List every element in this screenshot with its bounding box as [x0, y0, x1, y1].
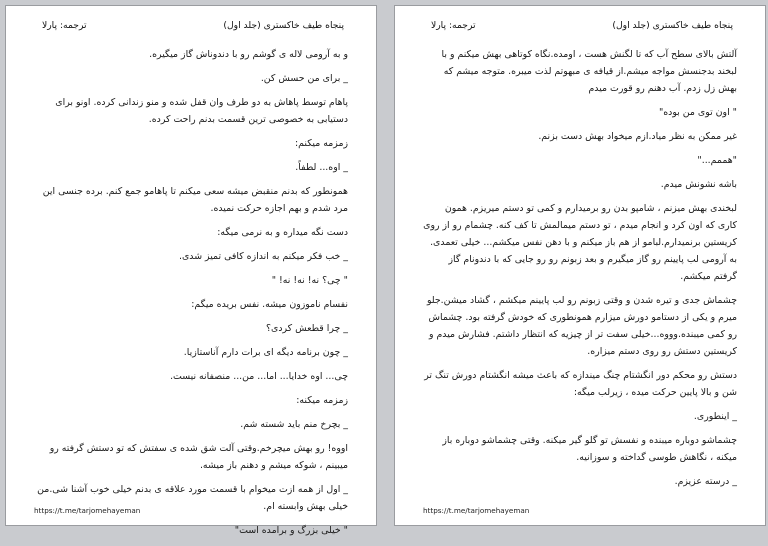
paragraph: _ اوه... لطفاً.: [295, 162, 348, 173]
paragraph: باشه نشونش میدم.: [660, 179, 737, 190]
page-header: [423, 20, 737, 34]
paragraph: _ درسته عزیزم.: [674, 476, 737, 487]
paragraph: " خیلی بزرگ و برامده است": [234, 525, 348, 536]
paragraph: زمزمه میکنه:: [296, 395, 348, 406]
paragraph: _ خب فکر میکنم به اندازه کافی تمیز شدی.: [178, 251, 348, 262]
paragraph: چشماش جدی و تیره شدن و وقتی زبونم رو لب پایینم میکشم ، گشاد میشن.جلو میرم و یکی از دستامو دورش میزارم همونطوری که خودش گرفته بود. چشماش رو کمی میبنده.وووه...خیلی سفت تر از چیزیه که انتظار داشتم. فشارش میدم و کریستین دستش رو روی دستم میزاره.: [426, 295, 737, 357]
paragraph: _ اول از همه ازت میخوام با قسمت مورد علاقه ی بدنم خیلی خوب آشنا شی.من خیلی بهش وابسته ام.: [37, 484, 348, 512]
paragraph: _ اینطوری.: [693, 411, 737, 422]
telegram-link[interactable]: https://t.me/tarjomehayeman: [34, 506, 141, 515]
telegram-link[interactable]: https://t.me/tarjomehayeman: [423, 506, 530, 515]
paragraph: زمزمه میکنم:: [294, 138, 348, 149]
document-page-right: [394, 5, 766, 526]
paragraph: و به آرومی لاله ی گوشم رو با دندوناش گاز میگیره.: [149, 49, 348, 60]
book-title: پنجاه طیف خاکستری (جلد اول): [612, 20, 733, 31]
paragraph: همونطور که بدنم منقبض میشه سعی میکنم تا پاهامو جمع کنم. برده جنسی این مرد شدم و بهم اجازه حرکت نمیده.: [42, 186, 348, 214]
document-page-left: [5, 5, 377, 536]
paragraph: _ چون برنامه دیگه ای برات دارم آناستازیا.: [183, 347, 348, 358]
paragraph: لبخندی بهش میزنم ، شامپو بدن رو برمیدارم و کمی تو دستم میریزم. همون کاری که اون کرد و انجام میدم ، تو دستم میمالمش تا کف کنه. چشمام رو از روی کریستین برنمیدارم.لبامو از هم باز میکنم و با دهن نفس میکشم... خیلی تعمدی. به آرومی لب پایینم رو گاز میگیرم و بعد زبونم رو رو جایی که با دندونام گاز گرفتم میکشم.: [423, 203, 737, 282]
paragraph: " چی؟ نه! نه! نه! ": [271, 275, 348, 286]
paragraph: _ بچرخ منم باید شسته شم.: [240, 419, 348, 430]
paragraph: پاهام توسط پاهاش به دو طرف وان قفل شده و منو زندانی کرده. اونو برای دستیابی به خصوصی ترین قسمت بدنم راحت کرده.: [55, 97, 348, 125]
paragraph: آلتش بالای سطح آب که تا لگنش هست ، اومده.نگاه کوتاهی بهش میکنم و با لبخند بدجنسش مواجه میشم.از قیافه ی مبهوتم لذت میبره. متوجه میشم که بهش زل زدم. آب دهنم رو قورت میدم: [441, 49, 737, 94]
paragraph: "هممم...": [697, 155, 737, 166]
paragraph: اووه! رو بهش میچرخم.وقتی آلت شق شده ی سفتش که تو دستش گرفته رو میبینم ، شوکه میشم و دهنم باز میشه.: [49, 443, 348, 471]
book-title: پنجاه طیف خاکستری (جلد اول): [223, 20, 344, 31]
paragraph: دست نگه میداره و به نرمی میگه:: [217, 227, 348, 238]
translator-credit: ترجمه: پارلا: [42, 20, 87, 31]
page-header: [34, 20, 348, 34]
paragraph: چشماشو دوباره میبنده و نفسش تو گلو گیر میکنه. وقتی چشماشو دوباره باز میکنه ، نگاهش طوسی گداخته و سوزانیه.: [442, 435, 737, 463]
page-body: [34, 46, 348, 546]
paragraph: نفسام ناموزون میشه. نفس بریده میگم:: [191, 299, 348, 310]
translator-credit: ترجمه: پارلا: [431, 20, 476, 31]
page-body: [423, 46, 737, 497]
paragraph: " اون توی من بوده": [658, 107, 737, 118]
paragraph: چی... اوه خدایا... اما... من... منصفانه نیست.: [170, 371, 348, 382]
paragraph: غیر ممکن به نظر میاد.ازم میخواد بهش دست بزنم.: [538, 131, 737, 142]
paragraph: _ چرا قطعش کردی؟: [266, 323, 348, 334]
paragraph: دستش رو محکم دور انگشتام چنگ میندازه که باعث میشه انگشتام دورش تنگ تر شن و بالا پایین حرکت میده ، زیرلب میگه:: [424, 370, 737, 398]
paragraph: _ برای من حسش کن.: [260, 73, 348, 84]
